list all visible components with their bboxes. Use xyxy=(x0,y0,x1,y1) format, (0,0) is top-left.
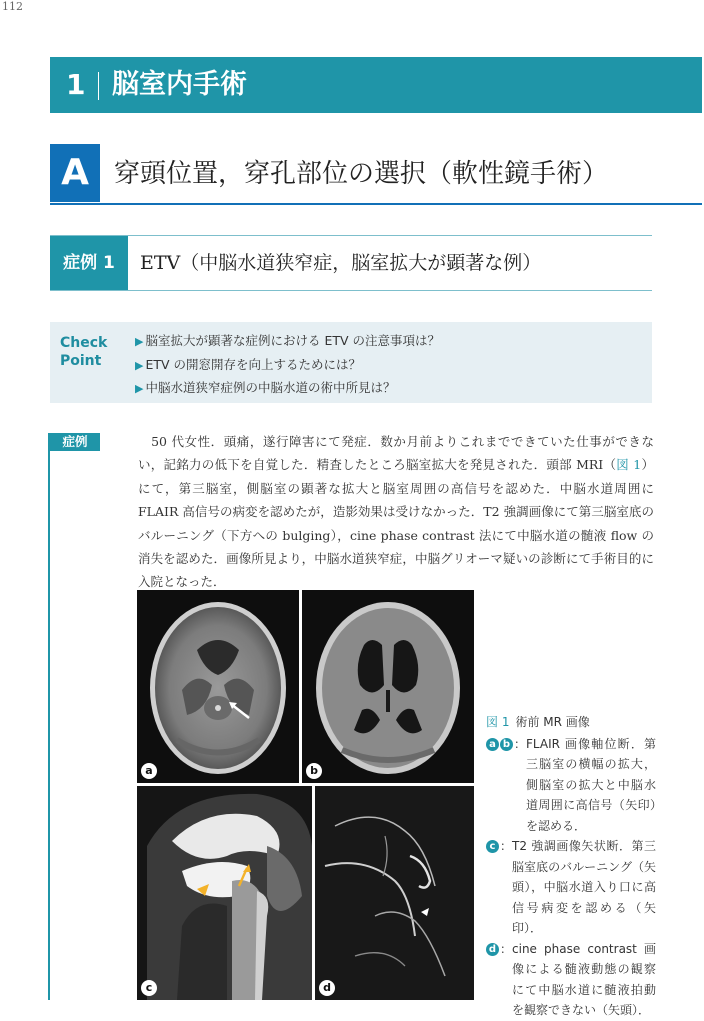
circled-c-icon: c xyxy=(486,840,499,853)
panel-label-d: d xyxy=(319,980,335,996)
case-header-top-rule xyxy=(50,235,652,236)
case-report-side-rule xyxy=(48,433,50,1000)
mri-panel-a xyxy=(137,590,299,783)
check-point-list xyxy=(135,330,440,401)
check-point-item: ▶ ETV の開窓開存を向上するためには？ xyxy=(135,356,362,372)
circled-a-icon: a xyxy=(486,738,499,751)
panel-label-a: a xyxy=(141,763,157,779)
triangle-bullet-icon: ▶ xyxy=(135,335,144,348)
mri-panel-d xyxy=(315,786,474,1000)
triangle-bullet-icon: ▶ xyxy=(135,358,144,372)
chapter-separator xyxy=(98,72,99,100)
chapter-title: 脳室内手術 xyxy=(112,69,247,100)
mri-panel-c xyxy=(137,786,312,1000)
figure-reference-link[interactable]: 図 1 xyxy=(616,457,642,473)
page-number: 112 xyxy=(2,0,23,13)
circled-d-icon: d xyxy=(486,943,499,956)
check-point-label xyxy=(60,334,130,370)
check-point-item: ▶ 脳室拡大が顕著な症例における ETV の注意事項は？ xyxy=(135,333,441,348)
case-title: ETV（中脳水道狭窄症，脳室拡大が顕著な例） xyxy=(140,252,542,274)
circled-b-icon: b xyxy=(500,738,513,751)
check-point-label-line2: Point xyxy=(60,353,102,369)
case-report-label: 症例 xyxy=(50,433,100,451)
chapter-number: 1 xyxy=(66,68,86,101)
panel-label-c: c xyxy=(141,980,157,996)
case-report-text: 50 代女性．頭痛，遂行障害にて発症．数か月前よりこれまでできていた仕事ができない，記銘力の低下を自覚した．精査したところ脳室拡大を発見された．頭部 MRI（図 1）にて，第三脳室，側脳室の顕著な拡大と脳室周囲の高信号を認めた．中脳水道周囲に FLAIR 高信号の病変を認めたが，造影効果は受けなかった．T2 強調画像にて第三脳室底のバルーニング（下方への bulging），cine phase contrast 法にて中脳水道の髄液 flow の消失を認めた．画像所見より，中脳水道狭窄症，中脳グリオーマ疑いの診断にて手術目的に入院となった． xyxy=(138,434,654,590)
triangle-bullet-icon: ▶ xyxy=(135,382,144,395)
section-letter-badge: A xyxy=(50,144,100,202)
check-point-label-line1: Check xyxy=(60,335,108,351)
caption-item-d: d ： cine phase contrast 画像による髄液動態の観察にて中脳水道に髄液拍動を観察できない（矢頭）． xyxy=(486,939,656,1021)
mri-panel-b xyxy=(302,590,474,783)
section-divider xyxy=(50,203,702,205)
section-title: 穿頭位置，穿孔部位の選択（軟性鏡手術） xyxy=(114,159,609,189)
panel-label-b: b xyxy=(306,763,322,779)
caption-item-ab: a b ： FLAIR 画像軸位断．第三脳室の横幅の拡大，側脳室の拡大と中脳水道周囲に高信号（矢印）を認める． xyxy=(486,734,656,837)
figure-caption xyxy=(486,712,656,1021)
case-label: 症例 1 xyxy=(50,236,128,290)
caption-item-c: c ： T2 強調画像矢状断．第三脳室底のバルーニング（矢頭），中脳水道入り口に高信号病変を認める（矢印）． xyxy=(486,836,656,939)
figure-caption-heading: 図 1 術前 MR 画像 xyxy=(486,715,590,729)
check-point-item: ▶ 中脳水道狭窄症例の中脳水道の術中所見は？ xyxy=(135,380,396,395)
case-header-bottom-rule xyxy=(50,290,652,291)
